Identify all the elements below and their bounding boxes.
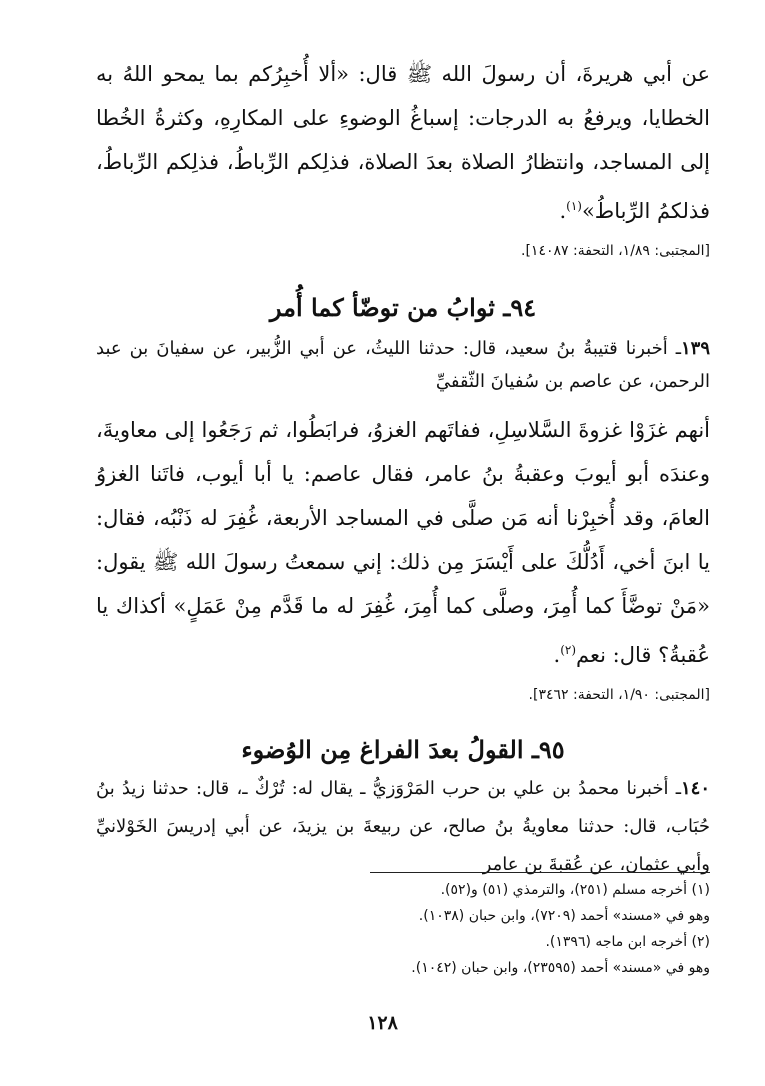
footnotes [96,872,710,981]
chapter-94-number: ٩٤ [510,293,537,322]
hadith-139-text: أنهم غزَوْا غزوةَ السَّلاسِلِ، ففاتَهم الغزوُ، فرابَطُوا، ثم رَجَعُوا إلى معاويةَ، وعندَه أبو أيوبَ وعقبةُ بنُ عامر، فقال عاصم: يا أبا أيوب، فاتَنا الغزوُ العامَ، وقد أُخبِرْنا أنه مَن صلَّى في المساجد الأربعة، غُفِرَ له ذَنْبُه، فقال: يا ابنَ أخي، أَدُلُّكَ على أَيْسَرَ مِن ذلك: إني سمعتُ رسولَ الله ﷺ يقول: «مَنْ توضَّأَ كما أُمِرَ، وصلَّى كما أُمِرَ، غُفِرَ له ما قَدَّم مِنْ عَمَلٍ» أكذاك يا عُقبةُ؟ قال: نعم [96,418,710,667]
footnote-line: وهو في «مسند» أحمد (٢٣٥٩٥)، وابن حبان (١٠٤٢). [411,960,710,976]
hadith-139-isnad-block [96,332,710,398]
footnote-marker-2[interactable]: (٢) [560,643,577,657]
hadith-138-reference: [المجتبى: ١/٨٩، التحفة: ١٤٠٨٧]. [521,243,710,259]
hadith-138-end-mark: . [559,199,567,223]
footnote-marker-1[interactable]: (١) [566,199,582,213]
hadith-139-reference: [المجتبى: ١/٩٠، التحفة: ٣٤٦٢]. [528,687,710,703]
hadith-140-text: ـ أخبرنا محمدُ بن علي بن حرب المَرْوَزيُّ ـ يقال له: تُرْكٌ ـ، قال: حدثنا زيدُ بنُ حُبَاب، قال: حدثنا معاويةُ بنُ صالح، عن ربيعةَ بن يزيدَ، عن أبي إدريسَ الخَوْلانيِّ وأبي عثمان، عن عُقبةَ بن عامر [96,778,710,875]
hadith-139-end-mark: . [553,643,561,667]
footnote-line: وهو في «مسند» أحمد (٧٢٠٩)، وابن حبان (١٠٣٨). [418,908,710,924]
hadith-138-text-block [96,52,710,233]
page-body [96,52,710,884]
chapter-95-number: ٩٥ [538,735,565,764]
page-number: ١٢٨ [367,1012,398,1034]
chapter-94-heading [96,293,710,322]
hadith-139-text-block [96,408,710,677]
hadith-140-number: ١٤٠ [680,778,710,799]
hadith-139-number: ١٣٩ [680,338,710,359]
footnote-divider [370,872,710,873]
chapter-95-heading [96,735,710,764]
chapter-94-title: ـ ثوابُ من توضّأ كما أُمر [269,293,511,322]
hadith-139-isnad: ـ أخبرنا قتيبةُ بنُ سعيد، قال: حدثنا الليثُ، عن أبي الزُّبير، عن سفيانَ بن عبد الرحمن، عن عاصم بن سُفيانَ الثّقفيِّ [96,338,710,392]
chapter-95-title: ـ القولُ بعدَ الفراغ مِن الوُضوء [241,735,539,764]
footnote-line: (٢) أخرجه ابن ماجه (١٣٩٦). [545,934,710,950]
footnote-line: (١) أخرجه مسلم (٢٥١)، والترمذي (٥١) و(٥٢). [440,882,710,898]
hadith-138-text: عن أبي هريرةَ، أن رسولَ الله ﷺ قال: «ألا أُخبِرُكم بما يمحو اللهُ به الخطايا، ويرفعُ به الدرجات: إسباغُ الوضوءِ على المكارِهِ، وكثرةُ الخُطا إلى المساجد، وانتظارُ الصلاة بعدَ الصلاة، فذلِكم الرِّباطُ، فذلِكم الرِّباطُ، فذلكمُ الرِّباطُ» [96,62,710,223]
hadith-140-block [96,770,710,884]
